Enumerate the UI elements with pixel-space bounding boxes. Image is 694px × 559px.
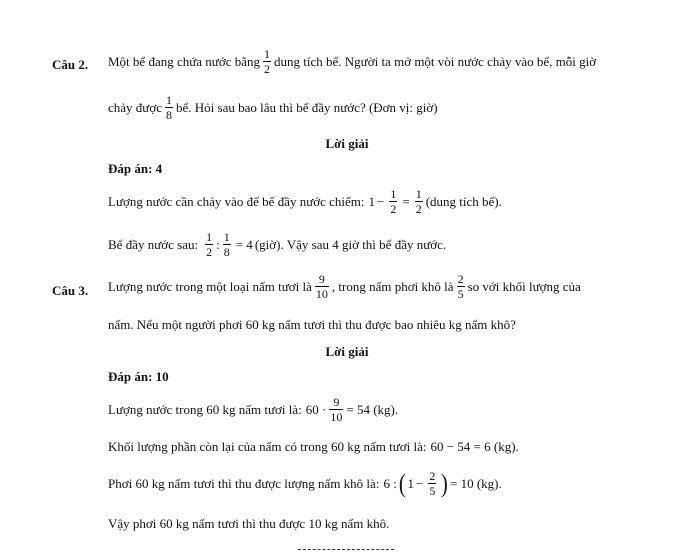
denominator: 2 [264, 62, 271, 76]
denominator: 2 [206, 245, 213, 259]
text: Phơi 60 kg nấm tươi thì thu được lượng nấm khô là: [108, 476, 380, 491]
text: Một bể đang chứa nước bằng [108, 54, 261, 69]
math: 6 : [383, 476, 397, 491]
question-2-line-1 [108, 48, 596, 75]
numerator: 1 [415, 187, 422, 201]
fraction [389, 188, 397, 215]
math: = 10 (kg). [450, 476, 502, 491]
solution-step [108, 188, 502, 215]
text: so với khối lượng của [467, 279, 581, 294]
text: bể. Hỏi sau bao lâu thì bể đầy nước? (Đơn vị: giờ) [175, 100, 438, 115]
question-2-line-2 [108, 94, 438, 121]
text: Lượng nước trong một loại nấm tươi là [108, 279, 312, 294]
denominator: 5 [429, 484, 436, 498]
solution-title: Lời giải [325, 344, 369, 359]
fraction [165, 94, 173, 121]
math: − [415, 476, 424, 491]
denominator: 10 [315, 287, 328, 301]
numerator: 1 [264, 47, 271, 61]
math: = [402, 194, 410, 209]
text: dung tích bể. Người ta mở một vòi nước chảy vào bể, mỗi giờ [274, 54, 597, 69]
fraction [415, 188, 423, 215]
text: chảy được [108, 100, 162, 115]
math: : [216, 237, 220, 252]
numerator: 1 [223, 230, 230, 244]
solution-step [108, 470, 502, 497]
denominator: 10 [330, 410, 343, 424]
text: (giờ). Vậy sau 4 giờ thì bể đầy nước. [254, 237, 447, 252]
fraction [263, 48, 271, 75]
math: 1 [368, 194, 376, 209]
math: 60 · [305, 402, 327, 417]
denominator: 8 [223, 245, 230, 259]
math: = 4 [235, 237, 253, 252]
numerator: 1 [165, 93, 172, 107]
math: 60 − 54 = 6 (kg). [430, 439, 519, 454]
text: Bể đầy nước sau: [108, 237, 199, 252]
numerator: 9 [333, 395, 340, 409]
fraction [457, 273, 465, 300]
math: 1 [407, 476, 414, 491]
denominator: 2 [390, 202, 397, 216]
question-3-line-2: nấm. Nếu một người phơi 60 kg nấm tươi thì thu được bao nhiêu kg nấm khô? [108, 317, 516, 332]
fraction [205, 231, 213, 258]
question-2-label: Câu 2. [52, 57, 89, 72]
answer-label: Đáp án: 10 [108, 369, 169, 384]
solution-step [108, 396, 398, 423]
denominator: 8 [165, 108, 172, 122]
text: Lượng nước cần chảy vào để bể đầy nước chiếm: [108, 194, 365, 209]
text: Khối lượng phần còn lại của nấm có trong 60 kg nấm tươi là: [108, 439, 427, 454]
fraction [428, 470, 436, 497]
right-paren: ) [441, 468, 449, 498]
math: − [377, 194, 385, 209]
answer-label: Đáp án: 4 [108, 161, 163, 176]
numerator: 2 [457, 272, 464, 286]
numerator: 1 [206, 230, 213, 244]
question-3-label: Câu 3. [52, 283, 89, 298]
solution-step [108, 231, 446, 258]
text: (dung tích bể). [425, 194, 502, 209]
left-paren: ( [398, 468, 406, 498]
question-3-line-1 [108, 273, 581, 300]
numerator: 1 [390, 187, 397, 201]
solution-step [108, 440, 519, 453]
solution-title: Lời giải [325, 136, 369, 151]
math: = 54 (kg). [346, 402, 399, 417]
denominator: 2 [415, 202, 422, 216]
numerator: 2 [429, 469, 436, 483]
fraction [315, 273, 329, 300]
solution-conclusion: Vậy phơi 60 kg nấm tươi thì thu được 10 kg nấm khô. [108, 516, 390, 531]
text: Lượng nước trong 60 kg nấm tươi là: [108, 402, 302, 417]
fraction [329, 396, 343, 423]
numerator: 9 [318, 272, 325, 286]
separator-line [298, 549, 394, 550]
text: , trong nấm phơi khô là [331, 279, 454, 294]
denominator: 5 [457, 287, 464, 301]
fraction [223, 231, 231, 258]
